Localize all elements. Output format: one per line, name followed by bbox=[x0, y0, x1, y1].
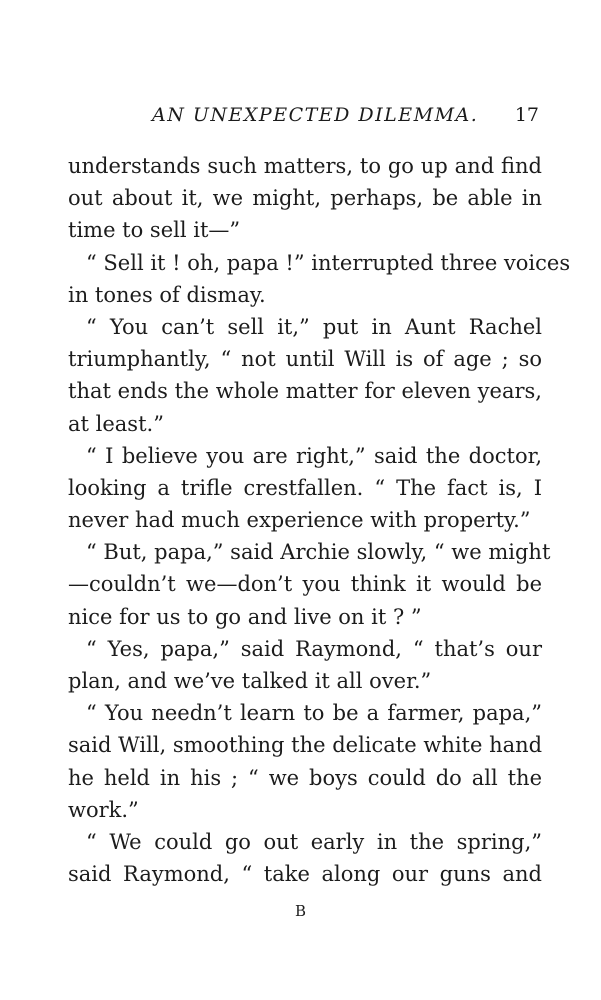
text-line: nice for us to go and live on it ? ” bbox=[68, 604, 422, 629]
text-line: work.” bbox=[68, 797, 139, 822]
text-line: at least.” bbox=[68, 411, 164, 436]
text-line: plan, and we’ve talked it all over.” bbox=[68, 669, 432, 693]
paragraph-start-line: “ You needn’t learn to be a farmer, papa,” bbox=[86, 701, 542, 726]
paragraph-start-line: “ You can’t sell it,” put in Aunt Rachel bbox=[86, 314, 542, 339]
text-line: out about it, we might, perhaps, be able in bbox=[68, 186, 542, 211]
text-line: said Raymond, “ take along our guns and bbox=[68, 862, 542, 887]
running-title: AN UNEXPECTED DILEMMA. bbox=[152, 104, 479, 126]
text-line: triumphantly, “ not until Will is of age ; so bbox=[68, 347, 542, 372]
running-head bbox=[60, 104, 541, 132]
text-line: time to sell it—” bbox=[68, 218, 241, 243]
text-line: he held in his ; “ we boys could do all the bbox=[68, 765, 542, 790]
text-line: that ends the whole matter for eleven years, bbox=[68, 379, 542, 404]
paragraph-start-line: “ Yes, papa,” said Raymond, “ that’s our bbox=[86, 636, 542, 661]
signature-mark: B bbox=[294, 902, 307, 920]
paragraph-start-line: “ We could go out early in the spring,” bbox=[86, 829, 542, 854]
text-line: never had much experience with property.” bbox=[68, 508, 531, 533]
paragraph-start-line: “ But, papa,” said Archie slowly, “ we might bbox=[86, 540, 551, 565]
text-line: said Will, smoothing the delicate white hand bbox=[68, 733, 543, 758]
page-number: 17 bbox=[514, 104, 539, 126]
paragraph-start-line: “ I believe you are right,” said the doctor, bbox=[86, 443, 542, 468]
body-text bbox=[68, 150, 571, 890]
paragraph-start-line: “ Sell it ! oh, papa !” interrupted three voices bbox=[86, 250, 571, 275]
text-line: in tones of dismay. bbox=[68, 282, 266, 307]
text-line: —couldn’t we—don’t you think it would be bbox=[68, 572, 542, 597]
text-line: looking a trifle crestfallen. “ The fact is, I bbox=[68, 475, 542, 500]
text-line: understands such matters, to go up and find bbox=[68, 154, 542, 178]
